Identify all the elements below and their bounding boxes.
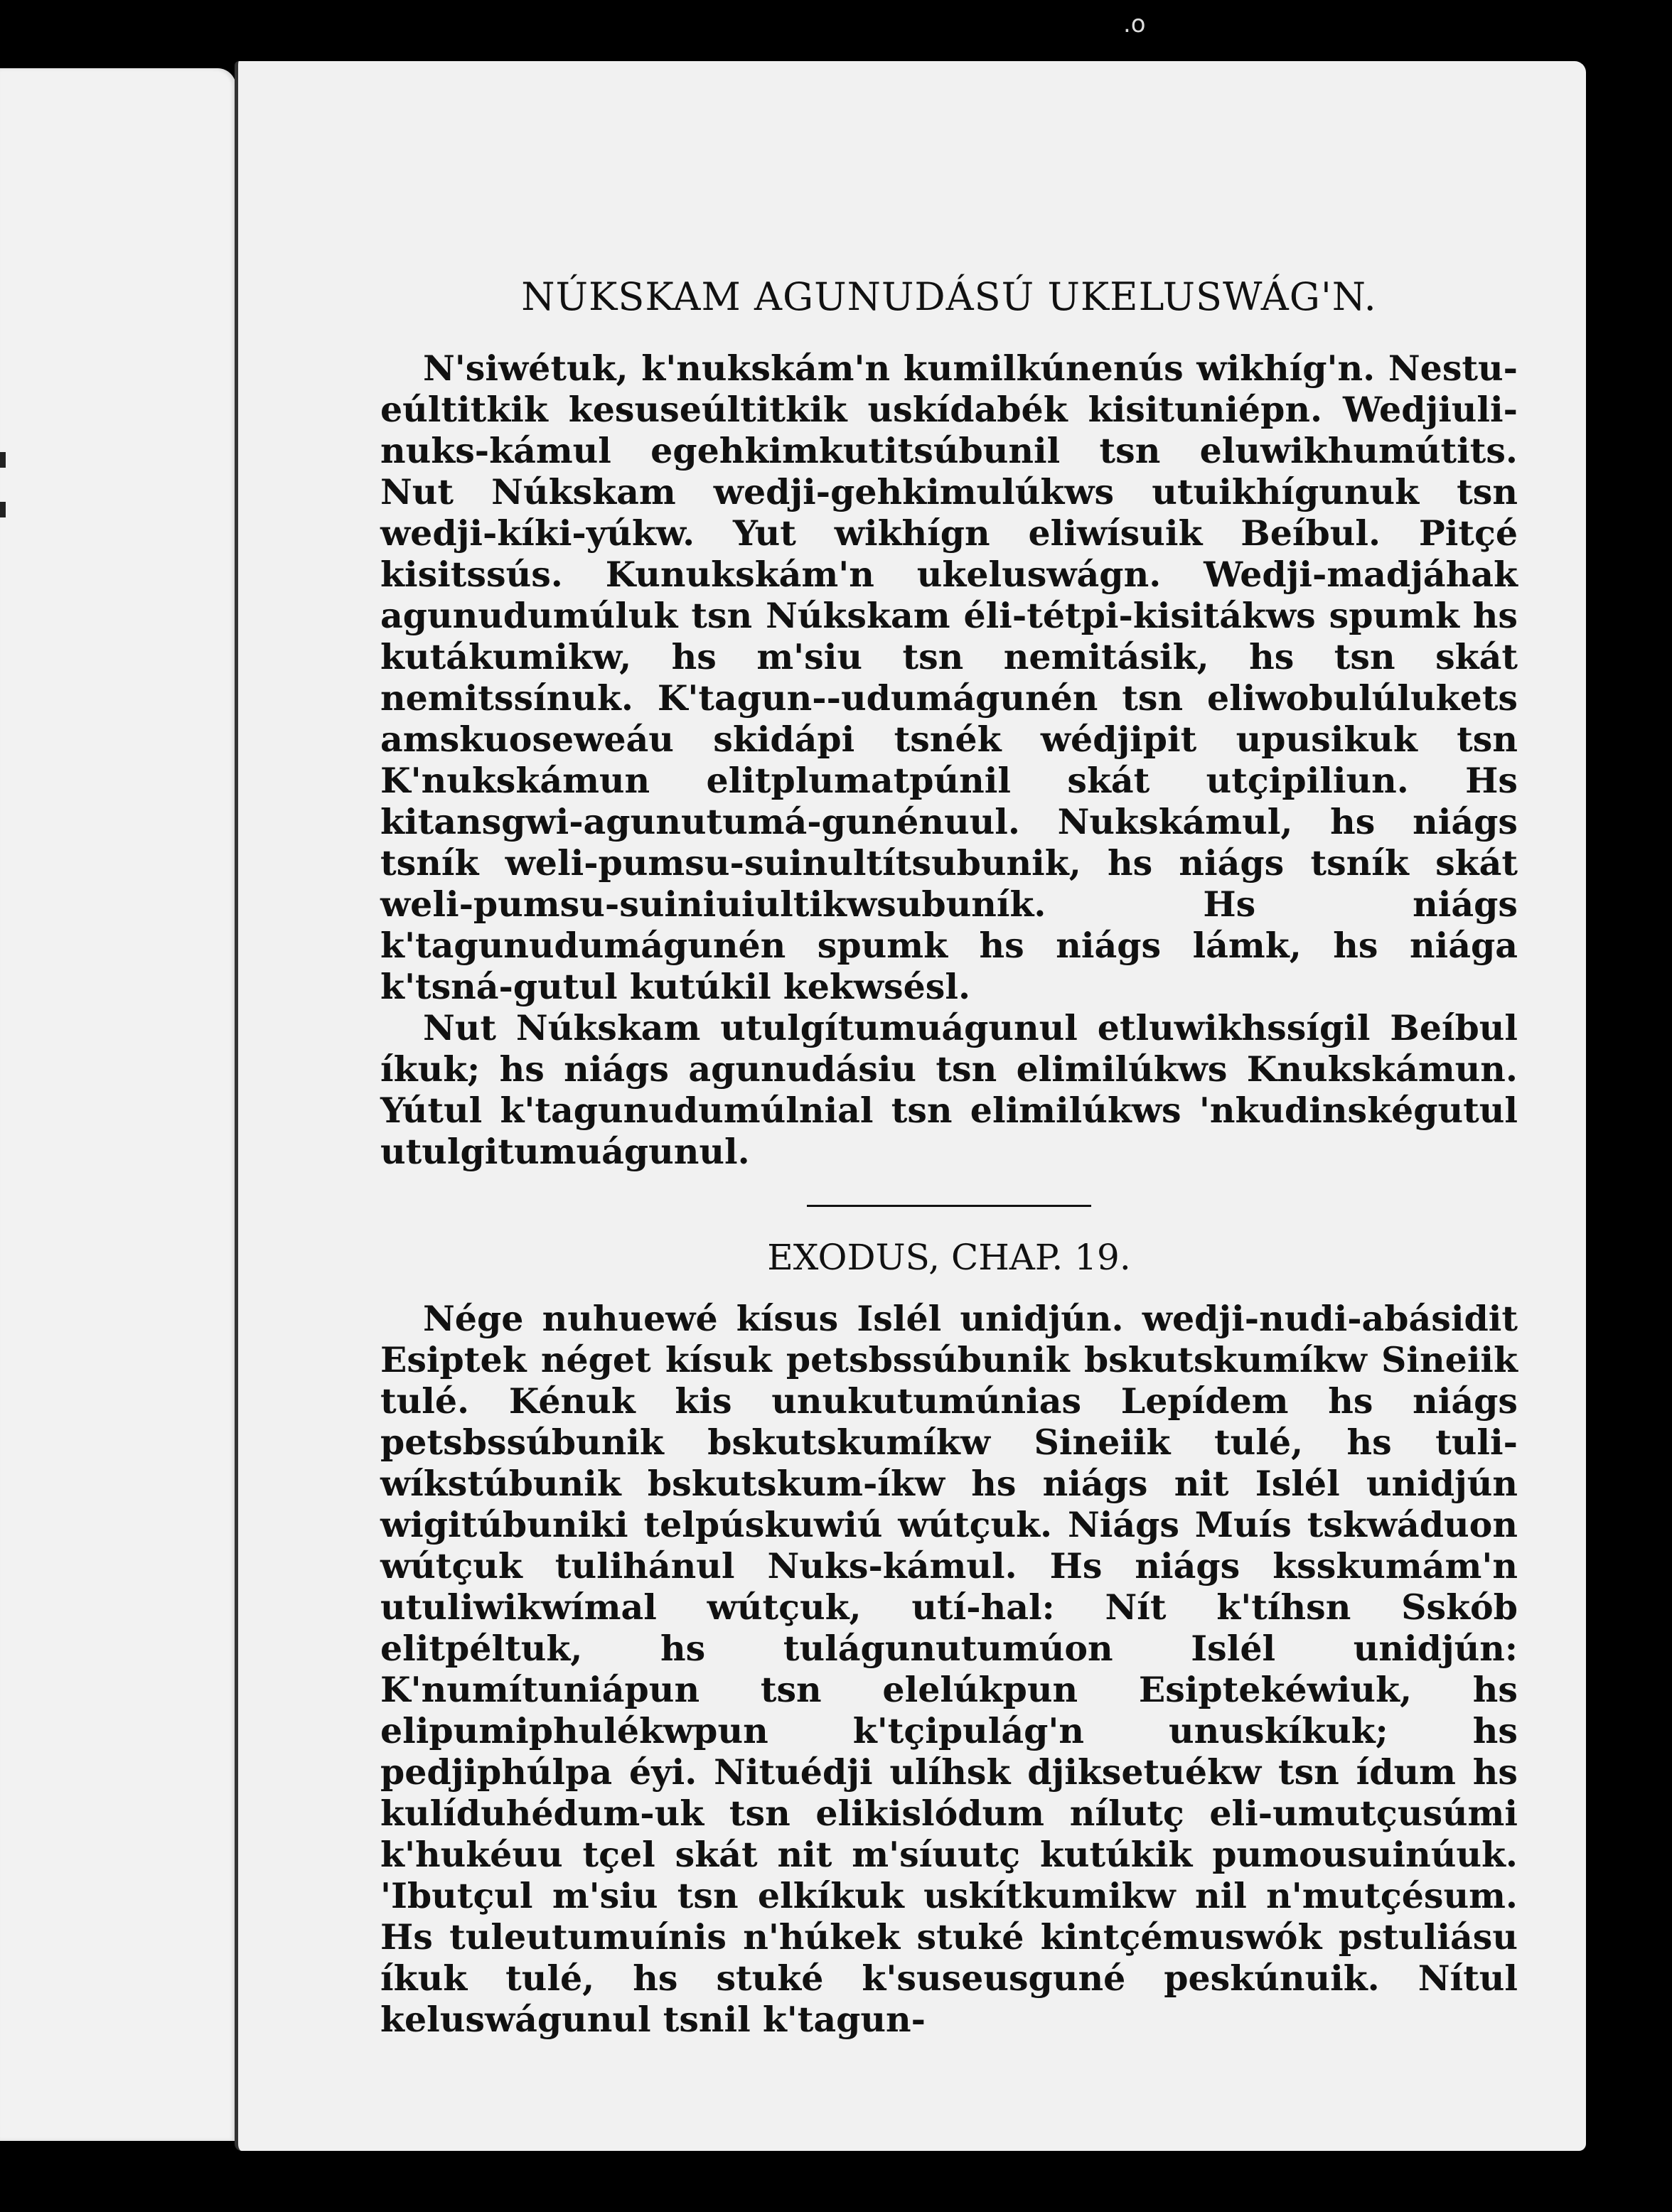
page-edge-mark bbox=[0, 502, 6, 517]
section-title: EXODUS, CHAP. 19. bbox=[767, 1237, 1131, 1278]
page-content bbox=[380, 274, 1518, 2040]
page-edge-mark bbox=[0, 452, 6, 468]
intro-paragraph: Nut Núkskam utulgítumuágunul etluwikhssígil Beíbul íkuk; hs niágs agunudásiu tsn elimilúkws Knukskámun. Yútul k'tagunudumúlnial tsn elimilúkws 'nkudinskégutul utulgitumuágunul. bbox=[380, 1007, 1518, 1172]
left-facing-page bbox=[0, 68, 236, 2141]
intro-paragraph: N'siwétuk, k'nukskám'n kumilkúnenús wikhíg'n. Nestu-eúltitkik kesuseúltitkik uskídabék kisituniépn. Wedjiuli-nuks-kámul egehkimkutitsúbunil tsn eluwikhumútits. Nut Núkskam wedji-gehkimulúkws utuikhígunuk tsn wedji-kíki-yúkw. Yut wikhígn eliwísuik Beíbul. Pitçé kisitssús. Kunukskám'n ukeluswágn. Wedji-madjáhak agunudumúluk tsn Núkskam éli-tétpi-kisitákws spumk hs kutákumikw, hs m'siu tsn nemitásik, hs tsn skát nemitssínuk. K'tagun--udumágunén tsn eliwobulúlukets amskuoseweáu skidápi tsnék wédjipit upusikuk tsn K'nukskámun elitplumatpúnil skát utçipiliun. Hs kitansgwi-agunutumá-gunénuul. Nukskámul, hs niágs tsník weli-pumsu-suinultítsubunik, hs niágs tsník skát weli-pumsu-suiniuiultikwsubuník. Hs niágs k'tagunudumágunén spumk hs niágs lámk, hs niága k'tsná-gutul kutúkil kekwsésl. bbox=[380, 348, 1518, 1007]
page-corner-mark: .o bbox=[1123, 10, 1146, 38]
page-heading: NÚKSKAM AGUNUDÁSÚ UKELUSWÁG'N. bbox=[521, 274, 1377, 319]
exodus-paragraph: Nége nuhuewé kísus Islél unidjún. wedji-nudi-abásidit Esiptek néget kísuk petsbssúbunik bskutskumíkw Sineiik tulé. Kénuk kis unukutumúnias Lepídem hs niágs petsbssúbunik bskutskumíkw Sineiik tulé, hs tuli-wíkstúbunik bskutskum-íkw hs niágs nit Islél unidjún wigitúbuniki telpúskuwiú wútçuk. Niágs Muís tskwáduon wútçuk tulihánul Nuks-kámul. Hs niágs ksskumám'n utuliwikwímal wútçuk, utí-hal: Nít k'tíhsn Sskób elitpéltuk, hs tulágunutumúon Islél unidjún: K'numítuniápun tsn elelúkpun Esiptekéwiuk, hs elipumiphulékwpun k'tçipulág'n unuskíkuk; hs pedjiphúlpa éyi. Nituédji ulíhsk djiksetuékw tsn ídum hs kulíduhédum-uk tsn elikislódum nílutç eli-umutçusúmi k'hukéuu tçel skát nit m'síuutç kutúkik pumousuinúuk. 'Ibutçul m'siu tsn elkíkuk uskítkumikw nil n'mutçésum. Hs tuleutumuínis n'húkek stuké kintçémuswók pstuliásu íkuk tulé, hs stuké k'suseusguné peskúnuik. Nítul keluswágunul tsnil k'tagun- bbox=[380, 1298, 1518, 2040]
section-divider bbox=[807, 1205, 1091, 1207]
book-page bbox=[235, 61, 1586, 2151]
